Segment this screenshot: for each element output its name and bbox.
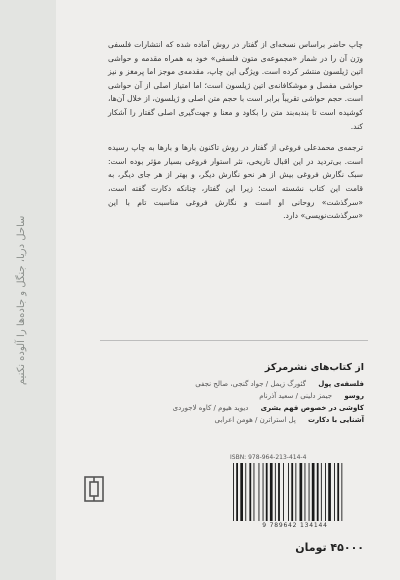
- publisher-logo-icon: [84, 476, 104, 502]
- description-paragraph-1: چاپ حاضر براساس نسخه‌ای از گفتار در روش آماده شده که انتشارات فلسفی ورَن آن را در شمار «مجموعه‌ی متون فلسفی» خود به همراه مقدمه و حواشی اتین ژیلسون منتشر کرده است. ویژگی این چاپ، مقدمه‌ی موجز اما پرمغز و نیز حواشی مفصل و موشکافانه‌ی اتین ژیلسون است؛ اما امتیاز اصلی از آن حواشی است. حجم حواشی تقریباً برابر است با حجم متن اصلی و ژیلسون، از خلال آن‌ها، کوشیده است تا بندبه‌بند متن را بکاود و معنا و جهت‌گیری اصلی گفتار را آشکار کند.: [108, 40, 363, 131]
- list-item: [114, 392, 364, 404]
- price-label: ۴۵۰۰۰ تومان: [295, 541, 364, 554]
- book-title: آشنایی با دکارت: [308, 416, 364, 424]
- list-item: [114, 416, 364, 428]
- barcode-bar: [259, 463, 260, 521]
- barcode-block: [230, 454, 360, 529]
- book-authors: گئورگ زیمل / جواد گنجی، صالح نجفی: [195, 380, 306, 388]
- book-authors: پل استراترن / هومن اعرابی: [214, 416, 296, 424]
- barcode-bar: [249, 463, 251, 521]
- barcode-bar: [275, 463, 276, 521]
- book-title: روسو: [344, 392, 364, 400]
- related-books-list: [114, 380, 364, 428]
- barcode-bar: [325, 463, 326, 521]
- barcode-bar: [263, 463, 264, 521]
- list-item: [114, 380, 364, 392]
- barcode-bar: [283, 463, 284, 521]
- cover-description: [108, 38, 363, 231]
- section-divider: [100, 340, 368, 341]
- barcode-bar: [321, 463, 322, 521]
- barcode-digits: 9 789642 134144: [262, 522, 328, 529]
- barcode-bar: [312, 463, 315, 521]
- barcode-bar: [291, 463, 293, 521]
- barcode-bar: [300, 463, 303, 521]
- description-paragraph-2: ترجمه‌ی محمدعلی فروغی از گفتار در روش تاکنون بارها و بارها به چاپ رسیده است. بی‌تردید در این اقبال تاریخی، نثر استوار فروغی بسیار مؤثر بوده است: سبک نگارش فروغی بیش از هر نحو نگارش دیگر، و بهتر از هر جای دیگر، به قامت این کتاب نشسته است؛ زیرا این گفتار، چنانکه دکارت گفته است، «سرگذشت» روحانی او است و نگارش فروغی مناسبت تام با این «سرگذشت‌نویسی» دارد.: [108, 143, 363, 221]
- isbn-label: ISBN: 978-964-213-414-4: [230, 454, 307, 461]
- barcode-bar: [341, 463, 342, 521]
- book-authors: جیمز دلینی / سعید آذرنام: [259, 392, 333, 400]
- barcode-bar: [233, 463, 234, 521]
- barcode-bar: [245, 463, 246, 521]
- barcode-bar: [337, 463, 339, 521]
- barcode-bar: [254, 463, 255, 521]
- barcode-bar: [309, 463, 310, 521]
- barcode-bar: [270, 463, 273, 521]
- list-item: [114, 404, 364, 416]
- barcode: [230, 463, 360, 521]
- barcode-bar: [288, 463, 289, 521]
- barcode-bar: [334, 463, 335, 521]
- side-strip: [0, 0, 56, 580]
- barcode-bar: [278, 463, 280, 521]
- barcode-bar: [328, 463, 331, 521]
- related-books-heading: از کتاب‌های نشرمرکز: [264, 362, 364, 373]
- barcode-bar: [266, 463, 268, 521]
- barcode-bar: [236, 463, 238, 521]
- book-title: کاوشی در خصوص فهم بشری: [260, 404, 364, 412]
- barcode-bar: [317, 463, 319, 521]
- barcode-bar: [295, 463, 296, 521]
- barcode-bar: [240, 463, 243, 521]
- barcode-bar: [305, 463, 306, 521]
- side-slogan: ساحل دریا، جنگل و جاده‌ها را آلوده نکنیم: [16, 215, 27, 385]
- book-authors: دیوید هیوم / کاوه لاجوردی: [172, 404, 249, 412]
- book-title: فلسفه‌ی پول: [318, 380, 364, 388]
